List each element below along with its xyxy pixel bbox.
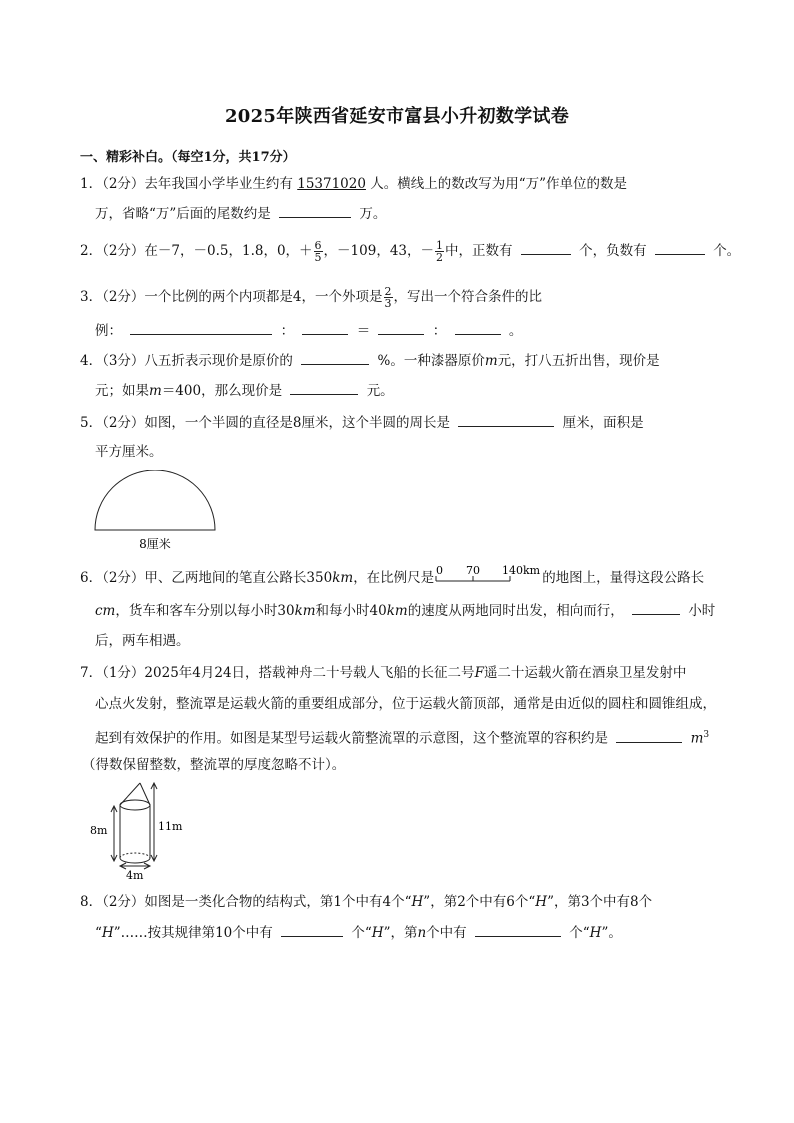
section-heading: 一、精彩补白。（每空1分，共17分） — [80, 150, 296, 165]
answer-blank[interactable] — [281, 922, 343, 937]
question-3-line-2: 例： ： ＝ ： 。 — [95, 320, 522, 341]
question-7-line-1: 7．（1分）2025年4月24日，搭载神舟二十号载人飞船的长征二号F遥二十运载火箭在酒泉卫星发射中 — [80, 665, 687, 681]
question-7-line-2: 心点火发射，整流罩是运载火箭的重要组成部分，位于运载火箭顶部，通常是由近似的圆柱和圆锥组成， — [95, 696, 716, 712]
answer-blank[interactable] — [475, 922, 561, 937]
question-7-line-3: 起到有效保护的作用。如图是某型号运载火箭整流罩的示意图，这个整流罩的容积约是 $m^3$ — [95, 725, 709, 749]
scale-tick-0: 0 — [436, 563, 444, 577]
question-1-line-2: 万，省略“万”后面的尾数约是 万。 — [95, 203, 386, 224]
semicircle-shape — [95, 470, 215, 530]
fraction: $\frac{6}{5}$ — [314, 239, 322, 264]
answer-blank[interactable] — [455, 320, 501, 335]
underlined-number: 15371020 — [297, 176, 366, 192]
height-label-11m: 11m — [158, 820, 183, 833]
question-4-line-1: 4．（3分）八五折表示现价是原价的 %。一种漆器原价m元，打八五折出售，现价是 — [80, 350, 660, 371]
answer-blank[interactable] — [301, 350, 369, 365]
question-8-line-1: 8．（2分）如图是一类化合物的结构式，第1个中有4个“H”，第2个中有6个“H”，第3个中有8个 — [80, 894, 653, 910]
question-8-line-2: “H”……按其规律第10个中有 个“H”，第n个中有 个“H”。 — [95, 922, 622, 943]
answer-blank[interactable] — [378, 320, 424, 335]
answer-blank[interactable] — [290, 380, 358, 395]
semicircle-diameter-label: 8厘米 — [139, 537, 171, 551]
question-7-line-4: （得数保留整数，整流罩的厚度忽略不计）。 — [82, 757, 346, 773]
page-title: 2025年陕西省延安市富县小升初数学试卷 — [224, 106, 570, 127]
height-label-8m: 8m — [90, 824, 108, 837]
diameter-label-4m: 4m — [126, 869, 144, 882]
answer-blank[interactable] — [302, 320, 348, 335]
scale-tick-140: 140km — [502, 563, 541, 577]
fairing-figure — [88, 778, 188, 882]
answer-blank[interactable] — [458, 412, 554, 427]
fraction: $\frac{2}{3}$ — [384, 285, 392, 310]
answer-blank[interactable] — [130, 320, 272, 335]
question-1-line-1: 1．（2分）去年我国小学毕业生约有 15371020 人。横线上的数改写为用“万”作单位的数是 — [80, 176, 628, 192]
semicircle-figure — [90, 470, 220, 554]
question-6-line-2: cm，货车和客车分别以每小时30km和每小时40km的速度从两地同时出发，相向而行， 小时 — [95, 600, 715, 621]
question-2: 2．（2分）在－7，－0.5，1.8，0，＋ $\frac{6}{5}$ ，－109，43，－ $\frac{1}{2}$ 中，正数有 个，负数有 个。 — [80, 239, 741, 264]
scale-bar — [434, 563, 542, 589]
scale-bar-graphic — [434, 563, 542, 585]
answer-blank[interactable] — [616, 728, 682, 743]
fraction: $\frac{1}{2}$ — [436, 239, 443, 264]
answer-blank[interactable] — [632, 600, 680, 615]
question-5-line-2: 平方厘米。 — [95, 444, 163, 460]
answer-blank[interactable] — [279, 203, 351, 218]
question-6-line-1: 6．（2分）甲、乙两地间的笔直公路长350km，在比例尺是 0 70 140km 的地图上，量得这段公路长 — [80, 568, 704, 589]
question-3-line-1: 3．（2分）一个比例的两个内项都是4，一个外项是 $\frac{2}{3}$ ，写出一个符合条件的比 — [80, 285, 543, 310]
answer-blank[interactable] — [521, 240, 571, 255]
answer-blank[interactable] — [655, 240, 705, 255]
question-5-line-1: 5．（2分）如图，一个半圆的直径是8厘米，这个半圆的周长是 厘米，面积是 — [80, 412, 644, 433]
question-6-line-3: 后，两车相遇。 — [95, 633, 190, 649]
scale-tick-70: 70 — [466, 563, 481, 577]
question-4-line-2: 元；如果m＝400，那么现价是 元。 — [95, 380, 394, 401]
